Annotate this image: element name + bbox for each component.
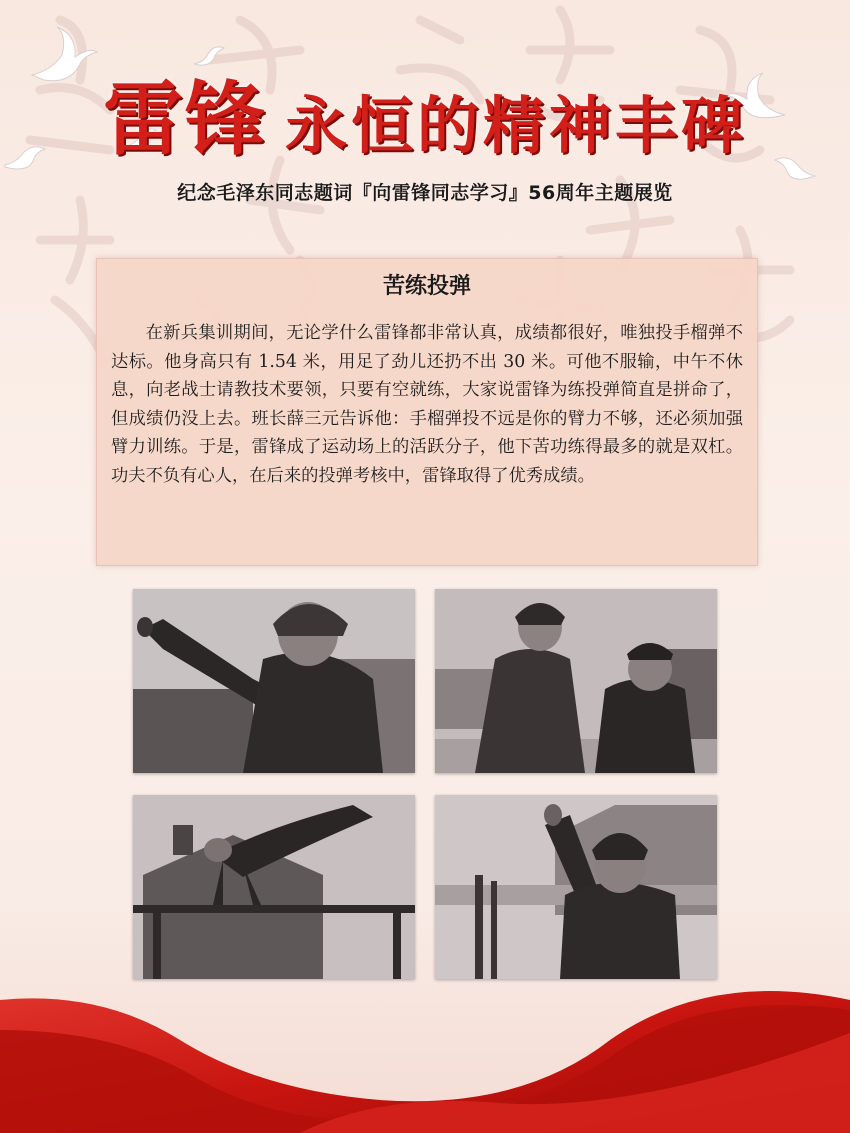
title-name: 雷锋 [102, 72, 267, 166]
photo-parallel-bars [133, 795, 415, 979]
photo-receiving-instruction [435, 589, 717, 773]
title-slogan: 永恒的精神丰碑 [284, 89, 747, 162]
photo-throwing-grenade [133, 589, 415, 773]
page-title [0, 55, 850, 170]
story-panel [96, 258, 758, 566]
section-body: 在新兵集训期间，无论学什么雷锋都非常认真，成绩都很好，唯独投手榴弹不达标。他身高只有 1.54 米，用足了劲儿还扔不出 30 米。可他不服输，中午不休息，向老战士请教技术要领，只要有空就练，大家说雷锋为练投弹简直是拼命了，但成绩仍没上去。班长薛三元告诉他：手榴弹投不远是你的臂力不够，还必须加强臂力训练。于是，雷锋成了运动场上的活跃分子，他下苦功练得最多的就是双杠。功夫不负有心人，在后来的投弹考核中，雷锋取得了优秀成绩。 [111, 323, 743, 486]
red-ribbon-decoration [0, 960, 850, 1133]
section-heading: 苦练投弹 [382, 274, 471, 299]
photo-grenade-raised [435, 795, 717, 979]
page-subtitle: 纪念毛泽东同志题词『向雷锋同志学习』56周年主题展览 [177, 182, 673, 204]
